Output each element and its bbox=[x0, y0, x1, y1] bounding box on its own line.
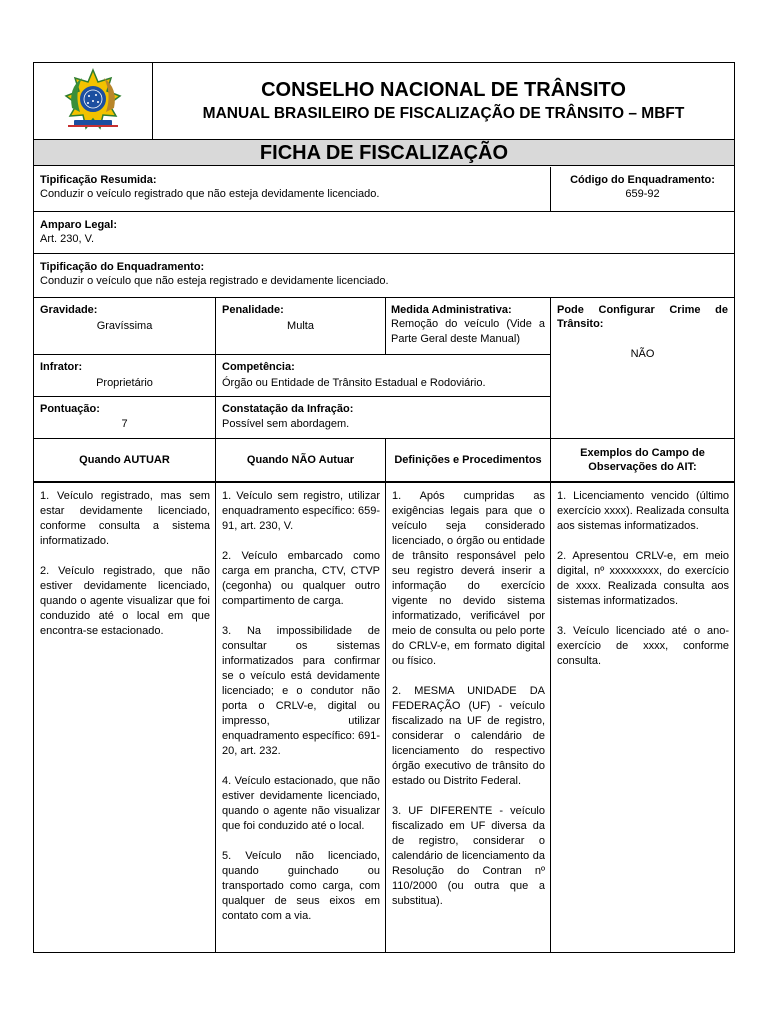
pontuacao-cell bbox=[34, 396, 215, 438]
title-cell bbox=[152, 63, 734, 139]
page-title: CONSELHO NACIONAL DE TRÂNSITO bbox=[261, 79, 626, 101]
infrator-value: Proprietário bbox=[96, 377, 153, 389]
col-header-exemplos-label: Exemplos do Campo de Observações do AIT: bbox=[580, 447, 705, 473]
medida-administrativa-cell bbox=[385, 297, 550, 354]
constatacao-value: Possível sem abordagem. bbox=[222, 418, 350, 430]
infrator-cell bbox=[34, 354, 215, 396]
autuar-column bbox=[34, 481, 215, 952]
competencia-cell bbox=[215, 354, 550, 396]
definicoes-column bbox=[385, 481, 550, 952]
crime-label: Pode Configurar Crime de Trânsito: bbox=[557, 304, 728, 330]
list-item: 1. Licenciamento vencido (último exercício xxxx). Realizada consulta aos sistemas informatizados. bbox=[557, 490, 729, 532]
list-item: 2. MESMA UNIDADE DA FEDERAÇÃO (UF) - veículo fiscalizado na UF de registro, considerar o calendário de licenciamento do respectivo órgão executivo de trânsito do estado ou Distrito Federal. bbox=[392, 685, 545, 787]
codigo-label: Código do Enquadramento: bbox=[570, 174, 715, 186]
list-item: 3. UF DIFERENTE - veículo fiscalizado em UF diversa da de registro, considerar o calendário de licenciamento da Resolução do Contran nº 110/2000 (ou outra que a substitua). bbox=[392, 805, 545, 907]
list-item: 1. Após cumpridas as exigências legais para que o veículo seja considerado licenciado, o órgão ou entidade de trânsito responsável pelo seu registro deverá inserir a informação do exercício vigente no devido sistema informatizado, verificável por meio de consulta ou pelo porte do CRLV-e, em formato digital ou físico. bbox=[392, 490, 545, 667]
gravidade-cell bbox=[34, 297, 215, 354]
crime-cell bbox=[550, 297, 734, 438]
amparo-legal-label: Amparo Legal: bbox=[40, 219, 118, 231]
col-header-definicoes-label: Definições e Procedimentos bbox=[394, 454, 542, 466]
col-header-nao-autuar bbox=[215, 438, 385, 481]
inspection-form bbox=[33, 62, 735, 953]
nao-autuar-column bbox=[215, 481, 385, 952]
list-item: 2. Apresentou CRLV-e, em meio digital, nº xxxxxxxxx, do exercício de xxxx. Realizada consulta aos sistemas informatizados. bbox=[557, 550, 729, 607]
list-item: 2. Veículo embarcado como carga em prancha, CTV, CTVP (cegonha) ou qualquer outro compartimento de carga. bbox=[222, 550, 380, 607]
tipificacao-resumida-cell bbox=[34, 167, 550, 211]
col-header-autuar-label: Quando AUTUAR bbox=[79, 454, 170, 466]
constatacao-label: Constatação da Infração: bbox=[222, 403, 354, 415]
col-header-exemplos bbox=[550, 438, 734, 481]
form-title: FICHA DE FISCALIZAÇÃO bbox=[259, 142, 509, 164]
list-item: 5. Veículo não licenciado, quando guinchado ou transportado como carga, com qualquer de seus eixos em contato com a via. bbox=[222, 850, 380, 922]
constatacao-cell bbox=[215, 396, 550, 438]
amparo-legal-cell bbox=[34, 211, 734, 253]
competencia-label: Competência: bbox=[222, 361, 295, 373]
medida-administrativa-value: Remoção do veículo (Vide a Parte Geral deste Manual) bbox=[391, 318, 545, 345]
tipificacao-enquadramento-value: Conduzir o veículo que não esteja registrado e devidamente licenciado. bbox=[40, 275, 389, 287]
list-item: 1. Veículo registrado, mas sem estar devidamente licenciado, conforme consulta a sistema informatizado. bbox=[40, 490, 210, 547]
tipificacao-resumida-value: Conduzir o veículo registrado que não esteja devidamente licenciado. bbox=[40, 188, 380, 200]
tipificacao-enquadramento-cell bbox=[34, 253, 734, 297]
tipificacao-resumida-label: Tipificação Resumida: bbox=[40, 174, 157, 186]
crime-value: NÃO bbox=[630, 348, 655, 360]
pontuacao-value: 7 bbox=[121, 418, 128, 430]
pontuacao-label: Pontuação: bbox=[40, 403, 100, 415]
list-item: 3. Veículo licenciado até o ano-exercício de xxxx, conforme consulta. bbox=[557, 625, 729, 667]
gravidade-label: Gravidade: bbox=[40, 304, 98, 316]
medida-administrativa-label: Medida Administrativa: bbox=[391, 304, 512, 316]
list-item: 4. Veículo estacionado, que não estiver devidamente licenciado, quando o agente não visualizar que foi conduzido até o local. bbox=[222, 775, 380, 832]
tipificacao-enquadramento-label: Tipificação do Enquadramento: bbox=[40, 261, 205, 273]
col-header-nao-autuar-label: Quando NÃO Autuar bbox=[246, 454, 355, 466]
list-item: 2. Veículo registrado, que não estiver devidamente licenciado, quando o agente visualizar que foi conduzido até o local em que encontra-se estacionado. bbox=[40, 565, 210, 637]
emblem-cell bbox=[34, 63, 152, 139]
list-item: 3. Na impossibilidade de consultar os sistemas informatizados para confirmar se o veículo está devidamente licenciado; e o condutor não porta o CRLV-e, digital ou impresso, utilizar enquadramento específico: 691-20, art. 232. bbox=[222, 625, 380, 757]
list-item: 1. Veículo sem registro, utilizar enquadramento específico: 659-91, art. 230, V. bbox=[222, 490, 380, 532]
gravidade-value: Gravíssima bbox=[96, 320, 153, 332]
penalidade-cell bbox=[215, 297, 385, 354]
codigo-cell bbox=[550, 167, 734, 211]
col-header-autuar bbox=[34, 438, 215, 481]
brazil-coat-of-arms-icon bbox=[60, 68, 126, 134]
competencia-value: Órgão ou Entidade de Trânsito Estadual e Rodoviário. bbox=[222, 377, 486, 389]
exemplos-column bbox=[550, 481, 734, 952]
infrator-label: Infrator: bbox=[40, 361, 83, 373]
codigo-value: 659-92 bbox=[625, 188, 660, 200]
form-title-band bbox=[34, 139, 734, 166]
penalidade-label: Penalidade: bbox=[222, 304, 284, 316]
col-header-definicoes bbox=[385, 438, 550, 481]
amparo-legal-value: Art. 230, V. bbox=[40, 233, 95, 245]
penalidade-value: Multa bbox=[287, 320, 314, 332]
page-subtitle: MANUAL BRASILEIRO DE FISCALIZAÇÃO DE TRÂNSITO – MBFT bbox=[202, 105, 685, 122]
